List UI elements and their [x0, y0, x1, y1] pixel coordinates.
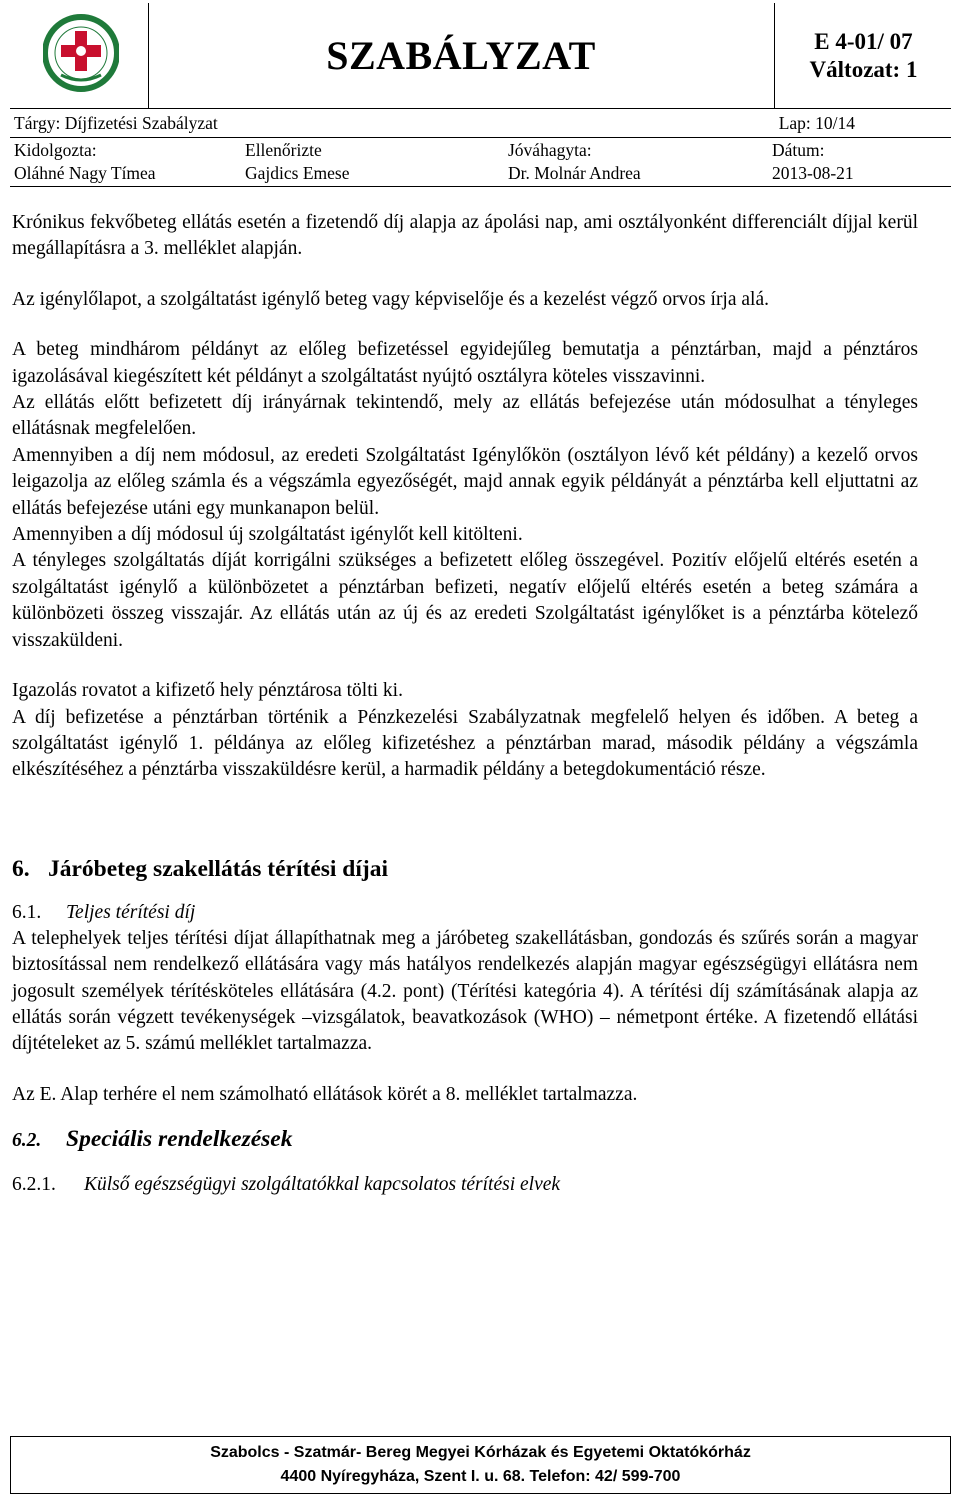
- hospital-cross-seal-icon: [43, 5, 119, 105]
- paragraph: A díj befizetése a pénztárban történik a Pénzkezelési Szabályzatnak megfelelő helyen és időben. A beteg a szolgáltatást igénylő 1. példánya az előleg kifizetéshez a pénztárban marad, második példány a végszámla elkészítéséhez a pénztárba visszaküldésre kerül, a harmadik példány a betegdokumentáció része.: [12, 706, 918, 781]
- header-divider: [10, 108, 951, 109]
- document-code: E 4-01/ 07: [814, 28, 913, 54]
- document-body: [12, 210, 918, 1198]
- document-header: [10, 3, 951, 187]
- logo-cell: [10, 3, 149, 108]
- paragraph: Krónikus fekvőbeteg ellátás esetén a fizetendő díj alapja az ápolási nap, ami osztályonként differenciált díjjal kerül megállapításra a 3. melléklet alapján.: [12, 212, 918, 260]
- paragraph: Az igénylőlapot, a szolgáltatást igénylő beteg vagy képviselője és a kezelést végző orvos írja alá.: [12, 288, 769, 310]
- document-title: SZABÁLYZAT: [326, 33, 596, 78]
- document-version: Változat: 1: [809, 56, 918, 82]
- section-number: 6.2.: [12, 1130, 42, 1152]
- header-divider: [10, 137, 951, 138]
- paragraph: Amennyiben a díj nem módosul, az eredeti Szolgáltatást Igénylőkön (osztályon lévő két példány) a kezelő orvos leigazolja az előleg számla és a végszámla egyezőségét, majd annak egyik példányát a pénztárba kell eljuttatni az ellátás befejezése utáni egy munkanapon belül.: [12, 444, 918, 519]
- paragraph: A tényleges szolgáltatás díját korrigálni szükséges a befizetett előleg összegével. Pozitív előjelű eltérés esetén a szolgáltatást igénylő a különbözetet a pénztárban befizeti, negatív előjelű eltérés esetén a beteg számára a különbözeti összeg visszajár. Az ellátás után az új és az eredeti Szolgáltatást igénylőket is a pénztárba kötelező visszaküldeni.: [12, 550, 918, 651]
- document-title-cell: [148, 3, 774, 108]
- approved-by: Dr. Molnár Andrea: [508, 163, 641, 183]
- paragraph: A telephelyek teljes térítési díjat állapíthatnak meg a járóbeteg szakellátásban, gondozás és szűrés során a magyar biztosítással nem rendelkező ellátására vagy más hatályos rendelkezés alapján magyar egészségügyi ellátásra nem jogosult személyek térítésköteles ellátására (4.2. pont) (Térítési kategória 4). A térítési díj számításának alapja az ellátás során végzett tevékenységek –vizsgálatok, beavatkozások (WHO) – németpont értéke. A fizetendő ellátási díjtételeket az 5. számú melléklet tartalmazza.: [12, 927, 918, 1055]
- section-heading-6-2-1: [12, 1172, 918, 1198]
- header-divider: [10, 186, 951, 187]
- document-footer: [10, 1436, 951, 1494]
- paragraph: A beteg mindhárom példányt az előleg befizetéssel egyidejűleg bemutatja a pénztárban, majd a pénztáros igazolásával kiegészített két példányt a szolgáltatást nyújtó osztályra köteles visszavinni.: [12, 339, 918, 387]
- date-cell: [772, 139, 854, 185]
- checked-cell: [245, 139, 349, 185]
- document-code-cell: [774, 3, 952, 108]
- section-title: Külső egészségügyi szolgáltatókkal kapcsolatos térítési elvek: [84, 1174, 561, 1196]
- checked-label: Ellenőrizte: [245, 140, 322, 160]
- section-title: Speciális rendelkezések: [66, 1126, 293, 1153]
- prepared-cell: [14, 139, 156, 185]
- prepared-label: Kidolgozta:: [14, 140, 97, 160]
- section-heading-6-2: [12, 1124, 918, 1156]
- approved-label: Jóváhagyta:: [508, 140, 592, 160]
- paragraph: Az E. Alap terhére el nem számolható ellátások körét a 8. melléklet tartalmazza.: [12, 1083, 638, 1105]
- subject-row: [10, 111, 951, 137]
- paragraph: Az ellátás előtt befizetett díj irányárnak tekintendő, mely az ellátás befejezése után módosulhat a tényleges ellátásnak megfelelően.: [12, 392, 918, 440]
- section-heading-6: [12, 854, 918, 884]
- subject: Tárgy: Díjfizetési Szabályzat: [14, 113, 218, 133]
- section-heading-6-1: [12, 900, 918, 926]
- approved-cell: [508, 139, 641, 185]
- footer-institution: Szabolcs - Szatmár- Bereg Megyei Kórházak és Egyetemi Oktatókórház: [210, 1444, 751, 1461]
- section-number: 6.1.: [12, 901, 42, 923]
- paragraph: Amennyiben a díj módosul új szolgáltatást igénylőt kell kitölteni.: [12, 524, 523, 546]
- section-title: Járóbeteg szakellátás térítési díjai: [48, 855, 389, 882]
- page-number: Lap: 10/14: [778, 113, 855, 133]
- section-number: 6.: [12, 855, 30, 882]
- section-number: 6.2.1.: [12, 1174, 56, 1196]
- date-value: 2013-08-21: [772, 163, 854, 183]
- checked-by: Gajdics Emese: [245, 163, 350, 183]
- section-title: Teljes térítési díj: [66, 901, 196, 923]
- prepared-by: Oláhné Nagy Tímea: [14, 163, 156, 183]
- paragraph: Igazolás rovatot a kifizető hely pénztárosa tölti ki.: [12, 680, 403, 702]
- date-label: Dátum:: [772, 140, 825, 160]
- footer-address: 4400 Nyíregyháza, Szent I. u. 68. Telefon: 42/ 599-700: [280, 1468, 681, 1485]
